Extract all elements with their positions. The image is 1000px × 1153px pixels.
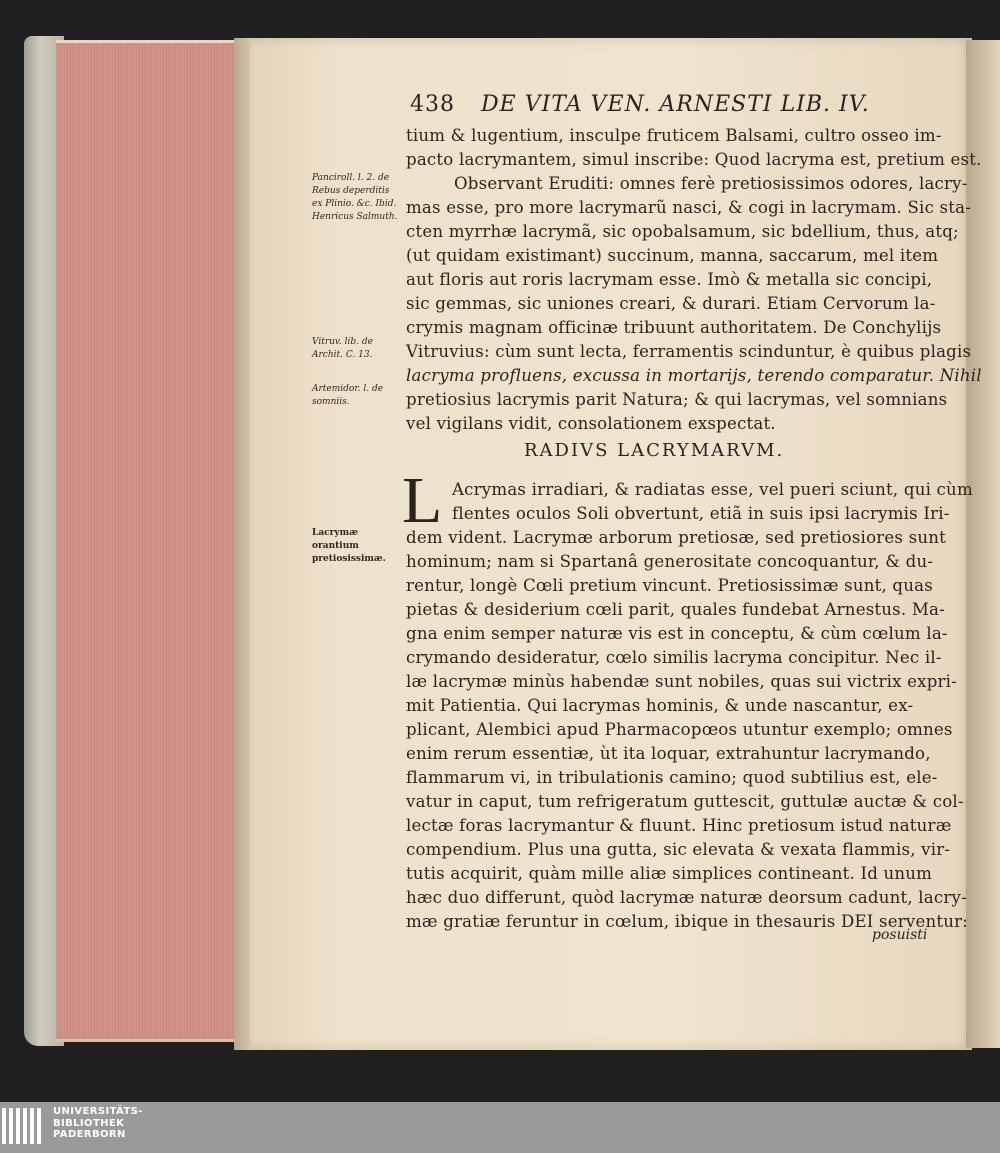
text-line: plicant, Alembici apud Pharmacopœos utuntur exemplo; omnes: [406, 720, 953, 739]
margin-note: Vitruv. lib. de Archit. C. 13.: [312, 337, 374, 360]
text-line: Vitruvius: cùm sunt lecta, ferramentis scinduntur, è quibus plagis: [406, 342, 972, 361]
library-logo-icon: [2, 1108, 48, 1144]
text-line: tutis acquirit, quàm mille aliæ simplices contineant. Id unum: [406, 864, 933, 883]
text-line: tium & lugentium, insculpe fruticem Balsami, cultro osseo im-: [406, 126, 942, 145]
drop-cap: L: [402, 464, 443, 537]
text-line: hæc duo differunt, quòd lacrymæ naturæ deorsum cadunt, lacry-: [406, 888, 967, 907]
library-name: [53, 1106, 143, 1141]
margin-note: Panciroll. l. 2. de Rebus deperditis ex Plinio. &c. Ibid. Henricus Salmuth.: [312, 173, 398, 222]
text-line: (ut quidam existimant) succinum, manna, saccarum, mel item: [406, 246, 939, 265]
running-head-title: DE VITA VEN. ARNESTI LIB. IV.: [481, 92, 870, 117]
text-line: crymis magnam officinæ tribuunt authoritatem. De Conchylijs: [406, 318, 942, 337]
text-line: vatur in caput, tum refrigeratum guttescit, guttulæ auctæ & col-: [406, 792, 964, 811]
text-line: læ lacrymæ minùs habendæ sunt nobiles, quas sui victrix expri-: [406, 672, 957, 691]
library-name-line: UNIVERSITÄTS-: [53, 1106, 143, 1117]
text-line: dem vident. Lacrymæ arborum pretiosæ, sed pretiosiores sunt: [406, 528, 946, 547]
text-line: mit Patientia. Qui lacrymas hominis, & unde nascantur, ex-: [406, 696, 914, 715]
text-line: pacto lacrymantem, simul inscribe: Quod lacryma est, pretium est.: [406, 150, 982, 169]
running-head: [410, 92, 870, 117]
text-line: Observant Eruditi: omnes ferè pretiosissimos odores, lacry-: [454, 174, 968, 193]
margin-note: Lacrymæ orantium pretiosissimæ.: [312, 528, 386, 564]
text-line: mæ gratiæ feruntur in cœlum, ibique in thesauris DEI serventur:: [406, 912, 969, 931]
margin-note: Artemidor. l. de somniis.: [312, 384, 384, 407]
text-line: pretiosius lacrymis parit Natura; & qui lacrymas, vel somnians: [406, 390, 948, 409]
text-line: aut floris aut roris lacrymam esse. Imò & metalla sic concipi,: [406, 270, 933, 289]
text-line: crymando desideratur, cœlo similis lacryma concipitur. Nec il-: [406, 648, 942, 667]
facing-page-edge: [966, 40, 1000, 1048]
library-name-line: PADERBORN: [53, 1129, 126, 1140]
text-line: sic gemmas, sic uniones creari, & durari. Etiam Cervorum la-: [406, 294, 936, 313]
text-line: gna enim semper naturæ vis est in conceptu, & cùm cœlum la-: [406, 624, 948, 643]
text-line: cten myrrhæ lacrymã, sic opobalsamum, sic bdellium, thus, atq;: [406, 222, 959, 241]
page-edges: [56, 40, 242, 1042]
text-line: vel vigilans vidit, consolationem exspectat.: [406, 414, 776, 433]
text-line: flammarum vi, in tribulationis camino; quod subtilius est, ele-: [406, 768, 938, 787]
text-line: flentes oculos Soli obvertunt, etiã in suis ipsi lacrymis Iri-: [452, 504, 950, 523]
text-line: lacryma profluens, excussa in mortarijs, terendo comparatur. Nihil: [406, 366, 982, 385]
text-line: pietas & desiderium cœli parit, quales fundebat Arnestus. Ma-: [406, 600, 945, 619]
text-line: hominum; nam si Spartanâ generositate concoquantur, & du-: [406, 552, 934, 571]
text-line: enim rerum essentiæ, ùt ita loquar, extrahuntur lacrymando,: [406, 744, 931, 763]
text-line: mas esse, pro more lacrymarũ nasci, & cogi in lacrymam. Sic sta-: [406, 198, 972, 217]
library-footer: [0, 1102, 1000, 1153]
catchword: posuisti: [872, 927, 928, 943]
text-line: Acrymas irradiari, & radiatas esse, vel pueri sciunt, qui cùm: [452, 480, 973, 499]
text-line: lectæ foras lacrymantur & fluunt. Hinc pretiosum istud naturæ: [406, 816, 952, 835]
library-name-line: BIBLIOTHEK: [53, 1117, 125, 1129]
page-number: 438: [410, 92, 455, 117]
text-line: rentur, longè Cœli pretium vincunt. Pretiosissimæ sunt, quas: [406, 576, 933, 595]
text-line: compendium. Plus una gutta, sic elevata & vexata flammis, vir-: [406, 840, 951, 859]
section-heading: RADIVS LACRYMARVM.: [524, 440, 785, 461]
